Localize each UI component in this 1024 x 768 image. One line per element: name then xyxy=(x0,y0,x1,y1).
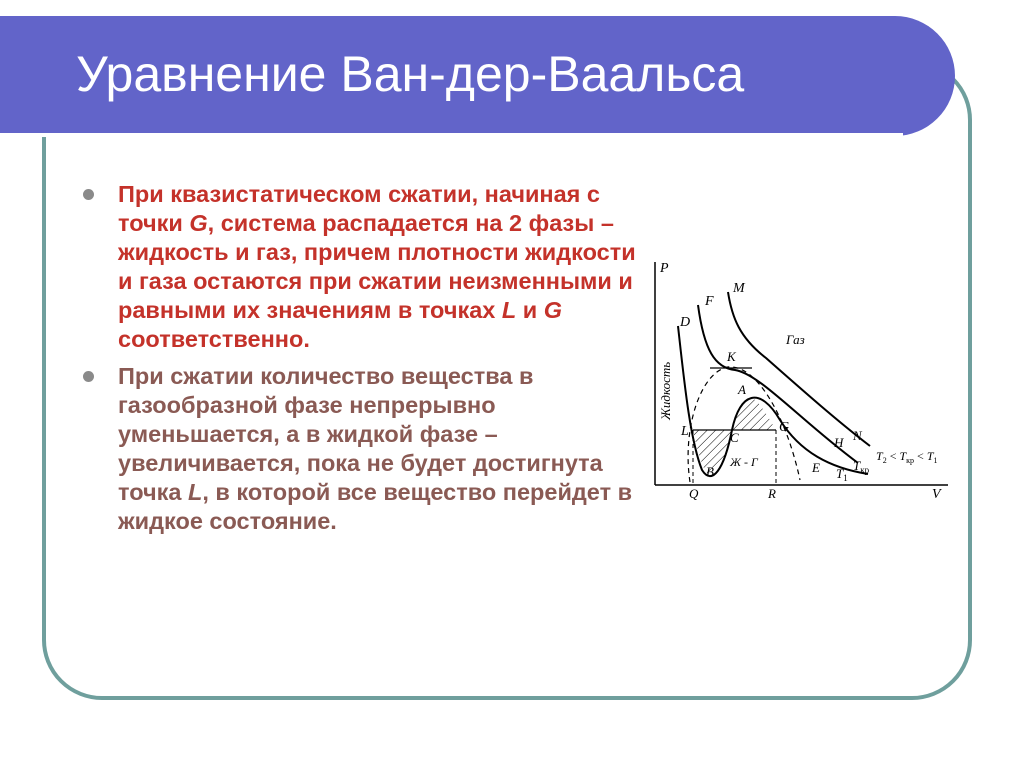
point-label-k: K xyxy=(727,349,736,364)
region-gas-label: Газ xyxy=(786,332,805,347)
point-label-q: Q xyxy=(689,486,699,501)
point-g-ref: G xyxy=(189,210,208,236)
region-mixed-label: Ж - Г xyxy=(730,455,758,469)
isotherm-tcr-label: $T_{кр}$ xyxy=(853,458,870,475)
bullet-dot xyxy=(83,189,94,200)
point-label-a: A xyxy=(738,382,746,397)
temperature-inequality: $T_2 < T_{кр} < T_1$ xyxy=(876,449,938,465)
point-l-ref: L xyxy=(501,297,517,323)
bullet-text: и xyxy=(516,297,544,323)
axis-label-v: V xyxy=(932,487,941,502)
point-g-ref: G xyxy=(543,297,563,323)
point-label-b: B xyxy=(706,464,714,479)
bullet-text: При квазистатическом сжатии, начиная с точки xyxy=(118,181,600,236)
hatched-area-upper xyxy=(733,398,776,430)
point-label-f: F xyxy=(705,294,714,309)
van-der-waals-diagram xyxy=(640,250,980,520)
point-label-r: R xyxy=(768,486,776,501)
point-label-d: D xyxy=(680,315,691,330)
bullet-text: , система распадается на 2 фазы – жидкость и газ, причем плотности жидкости и газа остаются при сжатии неизменными и равными их значениям в точках xyxy=(118,210,636,323)
bullet-item xyxy=(78,362,643,536)
isotherm-t1-label: $T_1$ xyxy=(836,466,848,483)
point-label-n: N xyxy=(853,428,862,443)
bullet-text: соответственно. xyxy=(118,326,310,352)
point-label-e: E xyxy=(812,460,820,475)
bullet-list xyxy=(78,180,643,536)
point-label-g: G xyxy=(779,420,790,435)
region-liquid-label: Жидкость xyxy=(658,361,673,420)
title-underline xyxy=(0,133,903,137)
bullet-dot xyxy=(83,371,94,382)
point-label-m: M xyxy=(733,281,745,296)
bullet-text: При сжатии количество вещества в газообразной фазе непрерывно уменьшается, а в жидкой фазе – увеличивается, пока не будет достигнута точка xyxy=(118,363,603,505)
bullet-item xyxy=(78,180,643,354)
slide-title: Уравнение Ван-дер-Ваальса xyxy=(76,46,745,102)
axis-label-p: P xyxy=(660,261,669,276)
point-label-h: H xyxy=(834,435,844,450)
point-label-l: L xyxy=(681,424,689,439)
bullet-text: , в которой все вещество перейдет в жидкое состояние. xyxy=(118,479,633,534)
point-label-c: C xyxy=(730,430,739,445)
point-l-ref: L xyxy=(187,479,203,505)
